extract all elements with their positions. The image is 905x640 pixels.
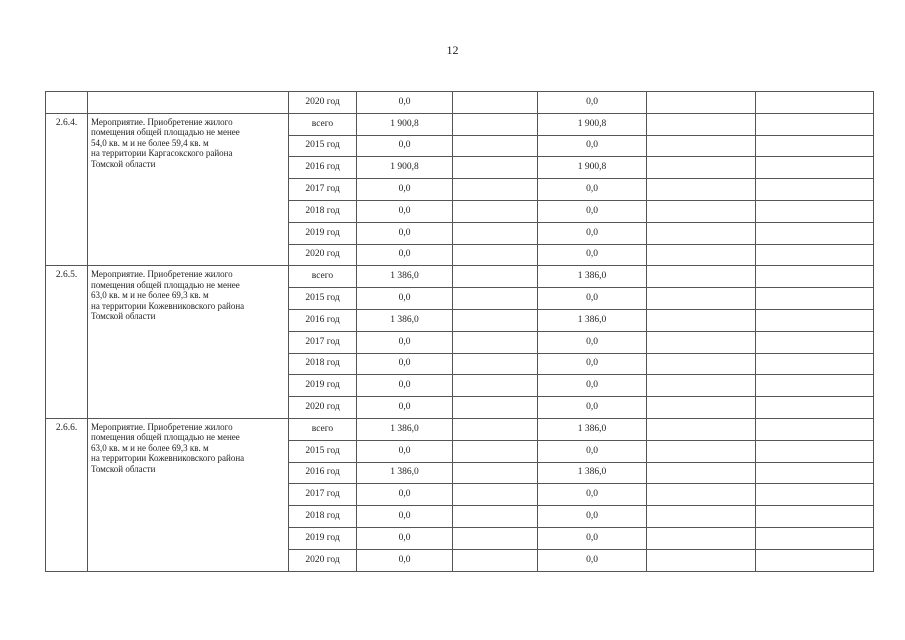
empty-cell <box>647 418 756 440</box>
total-cell: 0,0 <box>357 179 453 201</box>
empty-cell <box>647 397 756 419</box>
empty-cell <box>453 549 538 571</box>
empty-cell <box>756 484 874 506</box>
section-description <box>88 113 289 266</box>
year-cell: 2015 год <box>289 135 357 157</box>
total-cell: 0,0 <box>357 222 453 244</box>
total-cell: 1 900,8 <box>357 157 453 179</box>
budget-cell: 1 386,0 <box>538 418 647 440</box>
year-cell: 2016 год <box>289 462 357 484</box>
empty-cell <box>647 506 756 528</box>
year-cell: 2016 год <box>289 309 357 331</box>
table-row <box>46 266 874 288</box>
budget-cell: 0,0 <box>538 549 647 571</box>
total-cell: 0,0 <box>357 244 453 266</box>
total-cell: 1 386,0 <box>357 418 453 440</box>
empty-cell <box>647 135 756 157</box>
empty-cell <box>647 222 756 244</box>
empty-cell <box>453 462 538 484</box>
empty-cell <box>756 135 874 157</box>
year-cell: всего <box>289 418 357 440</box>
year-cell: 2015 год <box>289 440 357 462</box>
description-line: на территории Каргасокского района <box>91 148 233 159</box>
budget-cell: 0,0 <box>538 92 647 114</box>
empty-cell <box>756 418 874 440</box>
empty-cell <box>647 440 756 462</box>
empty-cell <box>756 179 874 201</box>
empty-cell <box>647 484 756 506</box>
empty-cell <box>453 179 538 201</box>
total-cell: 0,0 <box>357 506 453 528</box>
year-cell: 2017 год <box>289 331 357 353</box>
empty-cell <box>453 157 538 179</box>
empty-cell <box>756 92 874 114</box>
total-cell: 1 386,0 <box>357 309 453 331</box>
empty-cell <box>647 92 756 114</box>
empty-cell <box>647 462 756 484</box>
budget-cell: 1 900,8 <box>538 113 647 135</box>
empty-cell <box>453 397 538 419</box>
description-line: 63,0 кв. м и не более 69,3 кв. м <box>91 290 209 301</box>
empty-cell <box>756 462 874 484</box>
empty-cell <box>647 375 756 397</box>
description-line: Мероприятие. Приобретение жилого <box>91 421 233 432</box>
section-number: 2.6.6. <box>46 418 88 571</box>
total-cell: 0,0 <box>357 440 453 462</box>
empty-cell <box>453 375 538 397</box>
empty-cell <box>46 92 88 114</box>
empty-cell <box>453 353 538 375</box>
budget-cell: 0,0 <box>538 506 647 528</box>
description-line: помещения общей площадью не менее <box>91 127 240 138</box>
year-cell: 2019 год <box>289 222 357 244</box>
empty-cell <box>756 506 874 528</box>
description-line: помещения общей площадью не менее <box>91 279 240 290</box>
empty-cell <box>756 244 874 266</box>
year-cell: 2019 год <box>289 527 357 549</box>
empty-cell <box>453 331 538 353</box>
empty-cell <box>647 157 756 179</box>
budget-cell: 0,0 <box>538 331 647 353</box>
empty-cell <box>756 527 874 549</box>
total-cell: 1 386,0 <box>357 462 453 484</box>
empty-cell <box>756 288 874 310</box>
year-cell: 2020 год <box>289 549 357 571</box>
page-number: 12 <box>446 43 459 57</box>
empty-cell <box>453 266 538 288</box>
budget-cell: 0,0 <box>538 527 647 549</box>
description-line: помещения общей площадью не менее <box>91 432 240 443</box>
budget-cell: 0,0 <box>538 397 647 419</box>
table-row <box>46 113 874 135</box>
total-cell: 1 900,8 <box>357 113 453 135</box>
year-cell: 2020 год <box>289 244 357 266</box>
section-description <box>88 266 289 419</box>
total-cell: 0,0 <box>357 549 453 571</box>
empty-cell <box>453 200 538 222</box>
empty-cell <box>647 288 756 310</box>
budget-cell: 0,0 <box>538 200 647 222</box>
empty-cell <box>756 397 874 419</box>
description-line: Томской области <box>91 311 156 322</box>
empty-cell <box>756 113 874 135</box>
budget-cell: 1 386,0 <box>538 462 647 484</box>
empty-cell <box>647 527 756 549</box>
empty-cell <box>453 309 538 331</box>
empty-cell <box>453 418 538 440</box>
budget-cell: 0,0 <box>538 222 647 244</box>
table-row <box>46 92 874 114</box>
total-cell: 0,0 <box>357 375 453 397</box>
empty-cell <box>756 157 874 179</box>
budget-cell: 0,0 <box>538 135 647 157</box>
empty-cell <box>756 375 874 397</box>
empty-cell <box>647 179 756 201</box>
description-line: на территории Кожевниковского района <box>91 453 245 464</box>
section-description <box>88 418 289 571</box>
year-cell: 2017 год <box>289 484 357 506</box>
empty-cell <box>453 244 538 266</box>
empty-cell <box>453 113 538 135</box>
empty-cell <box>756 331 874 353</box>
budget-cell: 0,0 <box>538 353 647 375</box>
budget-table <box>45 91 874 572</box>
total-cell: 0,0 <box>357 484 453 506</box>
empty-cell <box>647 200 756 222</box>
empty-cell <box>647 244 756 266</box>
year-cell: 2017 год <box>289 179 357 201</box>
empty-cell <box>453 288 538 310</box>
empty-cell <box>756 549 874 571</box>
empty-cell <box>453 222 538 244</box>
total-cell: 0,0 <box>357 331 453 353</box>
total-cell: 0,0 <box>357 288 453 310</box>
empty-cell <box>756 266 874 288</box>
empty-cell <box>453 440 538 462</box>
description-line: Мероприятие. Приобретение жилого <box>91 269 233 280</box>
year-cell: 2020 год <box>289 397 357 419</box>
total-cell: 0,0 <box>357 135 453 157</box>
total-cell: 0,0 <box>357 397 453 419</box>
empty-cell <box>756 222 874 244</box>
total-cell: 0,0 <box>357 92 453 114</box>
section-number: 2.6.5. <box>46 266 88 419</box>
table-row <box>46 418 874 440</box>
year-cell: 2020 год <box>289 92 357 114</box>
empty-cell <box>647 353 756 375</box>
empty-cell <box>647 309 756 331</box>
empty-cell <box>647 331 756 353</box>
budget-cell: 1 386,0 <box>538 266 647 288</box>
year-cell: всего <box>289 113 357 135</box>
description-line: 54,0 кв. м и не более 59,4 кв. м <box>91 137 209 148</box>
empty-cell <box>453 135 538 157</box>
empty-cell <box>453 527 538 549</box>
empty-cell <box>647 113 756 135</box>
budget-cell: 0,0 <box>538 288 647 310</box>
empty-cell <box>88 92 289 114</box>
empty-cell <box>453 92 538 114</box>
empty-cell <box>756 440 874 462</box>
year-cell: 2016 год <box>289 157 357 179</box>
budget-cell: 0,0 <box>538 375 647 397</box>
year-cell: 2018 год <box>289 506 357 528</box>
empty-cell <box>453 484 538 506</box>
empty-cell <box>453 506 538 528</box>
year-cell: 2018 год <box>289 200 357 222</box>
budget-cell: 1 900,8 <box>538 157 647 179</box>
budget-cell: 1 386,0 <box>538 309 647 331</box>
description-line: Томской области <box>91 158 156 169</box>
description-line: Мероприятие. Приобретение жилого <box>91 116 233 127</box>
table-body <box>46 92 874 572</box>
year-cell: 2019 год <box>289 375 357 397</box>
description-line: на территории Кожевниковского района <box>91 300 245 311</box>
budget-cell: 0,0 <box>538 244 647 266</box>
empty-cell <box>756 309 874 331</box>
total-cell: 0,0 <box>357 527 453 549</box>
total-cell: 0,0 <box>357 200 453 222</box>
year-cell: всего <box>289 266 357 288</box>
year-cell: 2015 год <box>289 288 357 310</box>
budget-cell: 0,0 <box>538 179 647 201</box>
year-cell: 2018 год <box>289 353 357 375</box>
total-cell: 1 386,0 <box>357 266 453 288</box>
description-line: 63,0 кв. м и не более 69,3 кв. м <box>91 442 209 453</box>
description-line: Томской области <box>91 463 156 474</box>
empty-cell <box>756 200 874 222</box>
section-number: 2.6.4. <box>46 113 88 266</box>
empty-cell <box>756 353 874 375</box>
budget-cell: 0,0 <box>538 484 647 506</box>
empty-cell <box>647 549 756 571</box>
budget-cell: 0,0 <box>538 440 647 462</box>
empty-cell <box>647 266 756 288</box>
total-cell: 0,0 <box>357 353 453 375</box>
